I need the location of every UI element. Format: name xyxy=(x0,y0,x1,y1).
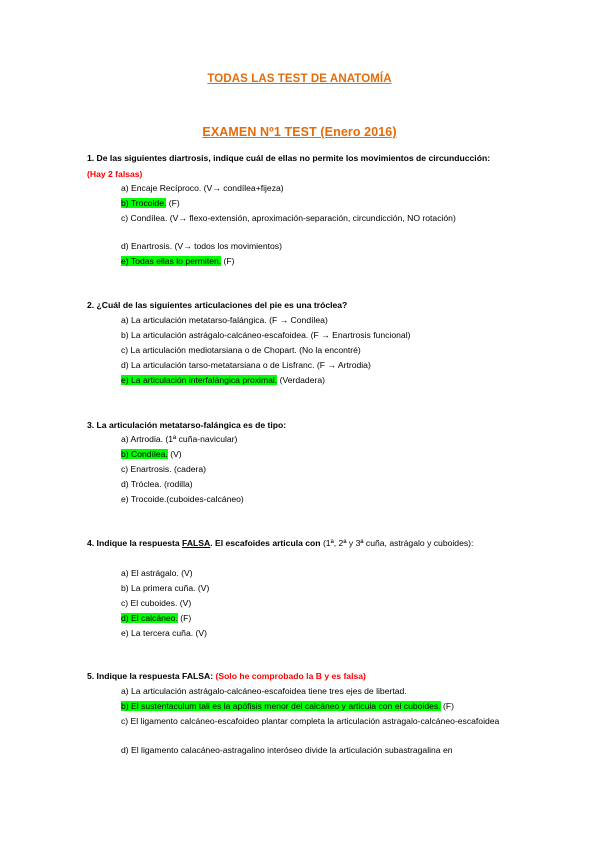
q1-option-e-mark: (F) xyxy=(221,256,235,266)
q2-option-c: c) La articulación mediotarsiana o de Chopart. (No la encontré) xyxy=(121,345,361,355)
q2-option-e-mark: (Verdadera) xyxy=(277,375,325,385)
question-2-text: 2. ¿Cuál de las siguientes articulaciones del pie es una tróclea? xyxy=(87,300,348,310)
q1-option-a: a) Encaje Recíproco. (V→ condílea+fijeza) xyxy=(121,183,284,193)
q1-option-b-mark: (F) xyxy=(166,198,180,208)
q3-option-b xyxy=(121,447,182,462)
question-2 xyxy=(87,297,507,313)
document-title: TODAS LAS TEST DE ANATOMÍA xyxy=(207,73,392,85)
q5-option-b-mark: (F) xyxy=(440,701,454,711)
q1-option-e xyxy=(121,254,235,269)
question-5 xyxy=(87,668,507,684)
q4-option-d-mark: (F) xyxy=(177,613,192,623)
q1-option-c: c) Condílea. (V→ flexo-extensión, aproximación-separación, circundicción, NO rotación) xyxy=(121,213,456,223)
q3-option-c: c) Enartrosis. (cadera) xyxy=(121,464,207,474)
q5-option-a: a) La articulación astrágalo-calcáneo-escafoidea tiene tres ejes de libertad. xyxy=(121,686,407,696)
q4-option-a: a) El astrágalo. (V) xyxy=(121,568,193,578)
q3-option-a: a) Artrodia. (1ª cuña-navicular) xyxy=(121,434,238,444)
q5-option-b-highlight: b) El sustentaculum tali es la apófisis menor del calcáneo y articula con el cuboides. xyxy=(121,701,441,711)
question-1-note: (Hay 2 falsas) xyxy=(87,169,143,179)
q5-option-d: d) El ligamento calacáneo-astragalino interóseo divide la articulación subastragalina en xyxy=(121,745,453,755)
q2-option-a: a) La articulación metatarso-falángica. (F → Condílea) xyxy=(121,315,328,325)
q4-option-e: e) La tercera cuña. (V) xyxy=(121,628,207,638)
q4-option-d xyxy=(121,611,191,626)
question-5-note: (Solo he comprobado la B y es falsa) xyxy=(215,671,366,681)
q1-option-b-highlight: b) Trocoide. xyxy=(121,198,167,208)
q5-option-c: c) El ligamento calcáneo-escafoideo plantar completa la articulación astragalo-calcáneo-escafoidea xyxy=(121,716,500,726)
q4-option-b: b) La primera cuña. (V) xyxy=(121,583,210,593)
q1-option-e-highlight: e) Todas ellas lo permiten. xyxy=(121,256,222,266)
question-4-prefix: 4. Indique la respuesta xyxy=(87,538,183,548)
q3-option-d: d) Tróclea. (rodilla) xyxy=(121,479,193,489)
q4-option-d-highlight: d) El calcáneo. xyxy=(121,613,178,623)
question-5-text: 5. Indique la respuesta FALSA: xyxy=(87,671,214,681)
q2-option-e-highlight: e) La articulación interfalángica proximal. xyxy=(121,375,278,385)
q2-option-d: d) La articulación tarso-metatarsiana o de Lisfranc. (F → Artrodia) xyxy=(121,360,371,370)
question-4-falsa: FALSA xyxy=(182,538,211,548)
exam-heading: EXAMEN Nº1 TEST (Enero 2016) xyxy=(202,125,397,139)
q3-option-b-mark: (V) xyxy=(167,449,182,459)
q1-option-b xyxy=(121,196,180,211)
q2-option-e xyxy=(121,373,325,388)
question-1 xyxy=(87,150,507,182)
question-3-text: 3. La articulación metatarso-falángica es de tipo: xyxy=(87,420,287,430)
q2-option-b: b) La articulación astrágalo-calcáneo-escafoidea. (F → Enartrosis funcional) xyxy=(121,330,411,340)
question-3 xyxy=(87,417,507,433)
question-4-paren: (1ª, 2ª y 3ª cuña, astrágalo y cuboides): xyxy=(322,538,474,548)
q3-option-b-highlight: b) Condílea. xyxy=(121,449,168,459)
q3-option-e: e) Trocoide.(cuboides-calcáneo) xyxy=(121,494,244,504)
q5-option-b xyxy=(121,699,454,714)
question-4-mid: . El escafoides articula con xyxy=(210,538,323,548)
question-4 xyxy=(87,535,507,551)
q1-option-d: d) Enartrosis. (V→ todos los movimientos) xyxy=(121,241,282,251)
question-1-text: 1. De las siguientes diartrosis, indique cuál de ellas no permite los movimientos de circunducción: xyxy=(87,153,491,163)
q4-option-c: c) El cuboides. (V) xyxy=(121,598,192,608)
